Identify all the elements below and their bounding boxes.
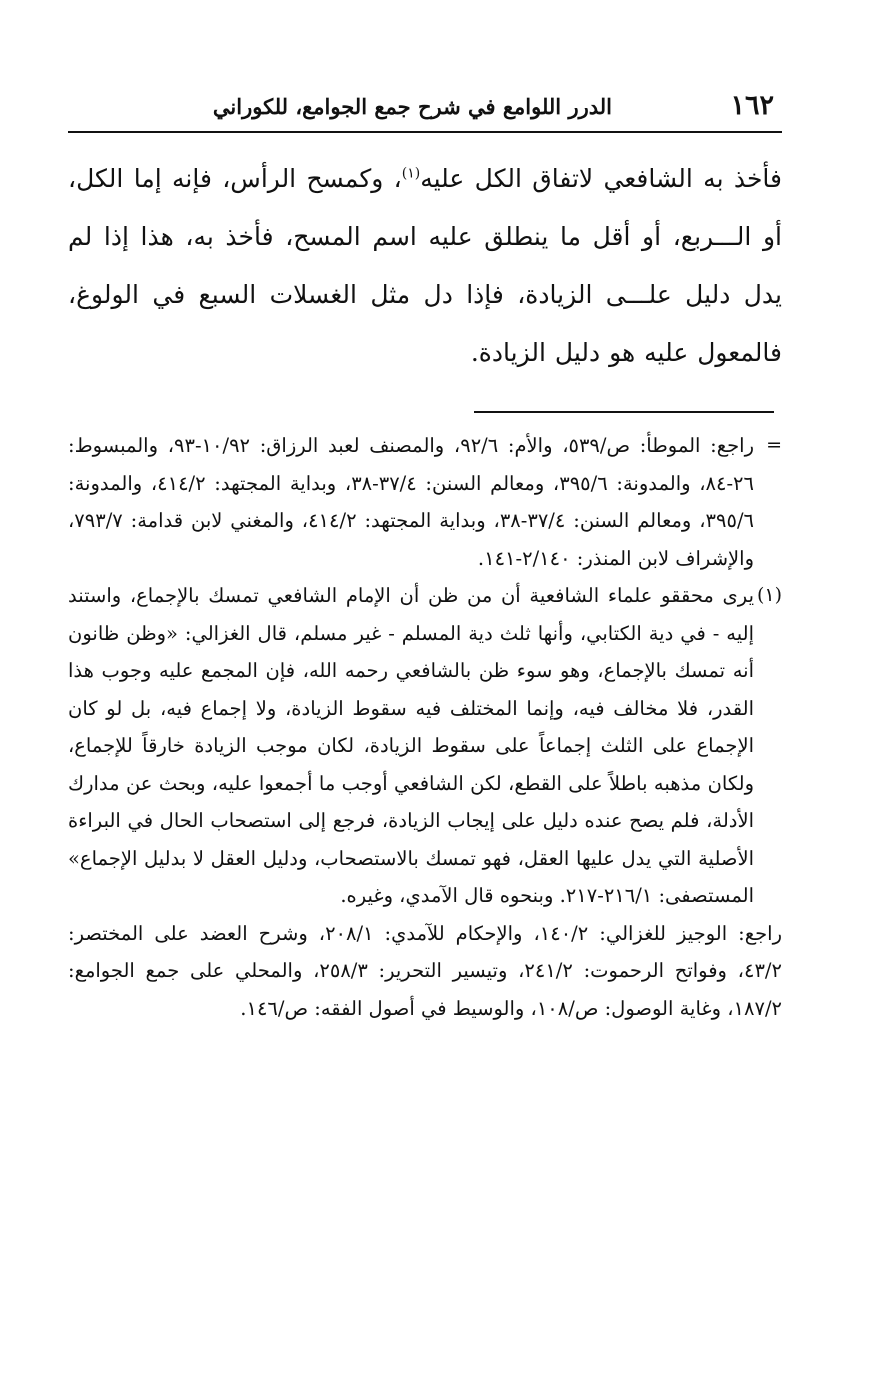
- header-rule: [68, 131, 782, 133]
- continuation-marker: =: [766, 434, 782, 456]
- footnote-1-references-text: راجع: الوجيز للغزالي: ١٤٠/٢، والإحكام للآمدي: ٢٠٨/١، وشرح العضد على المختصر: ٤٣/٢، وفواتح الرحموت: ٢٤١/٢، وتيسير التحرير: ٢٥٨/٣، والمحلي على جمع الجوامع: ١٨٧/٢، وغاية الوصول: ص/١٠٨، والوسيط في أصول الفقه: ص/١٤٦.: [68, 921, 782, 1020]
- running-title: الدرر اللوامع في شرح جمع الجوامع، للكوراني: [212, 94, 612, 119]
- footnote-1-marker: (١): [756, 584, 782, 606]
- page-header: [68, 88, 782, 128]
- footnote-1-text: يرى محققو علماء الشافعية أن من ظن أن الإمام الشافعي تمسك بالإجماع، واستند إليه - في دية الكتابي، وأنها ثلث دية المسلم - غير مسلم، قال الغزالي: «وظن ظانون أنه تمسك بالإجماع، وهو سوء ظن بالشافعي رحمه الله، فإن المجمع عليه وجوب هذا القدر، فلا مخالف فيه، وإنما المختلف فيه سقوط الزيادة، ولا إجماع فيه، بل لو كان الإجماع على الثلث إجماعاً على سقوط الزيادة، لكان موجب الزيادة خارقاً للإجماع، ولكان مذهبه باطلاً على القطع، لكن الشافعي أوجب ما أجمعوا عليه، وبحث عن مدارك الأدلة، فلم يصح عنده دليل على إيجاب الزيادة، فرجع إلى استصحاب الحال في البراءة الأصلية التي يدل عليها العقل، فهو تمسك بالاستصحاب، ودليل العقل لا بدليل الإجماع» المستصفى: ٢١٦/١-٢١٧. وبنحوه قال الآمدي، وغيره.: [68, 584, 754, 907]
- footnote-continuation-text: راجع: الموطأ: ص/٥٣٩، والأم: ٩٢/٦، والمصنف لعبد الرزاق: ١٠/٩٢-٩٣، والمبسوط: ٢٦-٨٤، والمدونة: ٣٩٥/٦، ومعالم السنن: ٣٧/٤-٣٨، وبداية المجتهد: ٤١٤/٢، والمدونة: ٣٩٥/٦، ومعالم السنن: ٣٧/٤-٣٨، وبداية المجتهد: ٤١٤/٢، والمغني لابن قدامة: ٧٩٣/٧، والإشراف لابن المنذر: ٢/١٤٠-١٤١.: [68, 434, 754, 570]
- footnote-1-references: [68, 915, 782, 1028]
- main-text: [68, 150, 782, 382]
- main-paragraph: [68, 150, 782, 382]
- footnote-separator: [474, 411, 774, 413]
- main-text-before-note: فأخذ به الشافعي لاتفاق الكل عليه: [420, 164, 782, 193]
- footnotes: [68, 427, 782, 1027]
- footnote-1: [68, 577, 782, 915]
- main-text-after-note: ، وكمسح الرأس، فإنه إما الكل، أو الـــربع، أو أقل ما ينطلق عليه اسم المسح، فأخذ به، هذا إذا لم يدل دليل علـــى الزيادة، فإذا دل مثل الغسلات السبع في الولوغ، فالمعول عليه هو دليل الزيادة.: [68, 164, 782, 367]
- footnote-continuation: [68, 427, 782, 577]
- page-number: ١٦٢: [730, 90, 774, 121]
- footnote-reference: (١): [401, 165, 421, 182]
